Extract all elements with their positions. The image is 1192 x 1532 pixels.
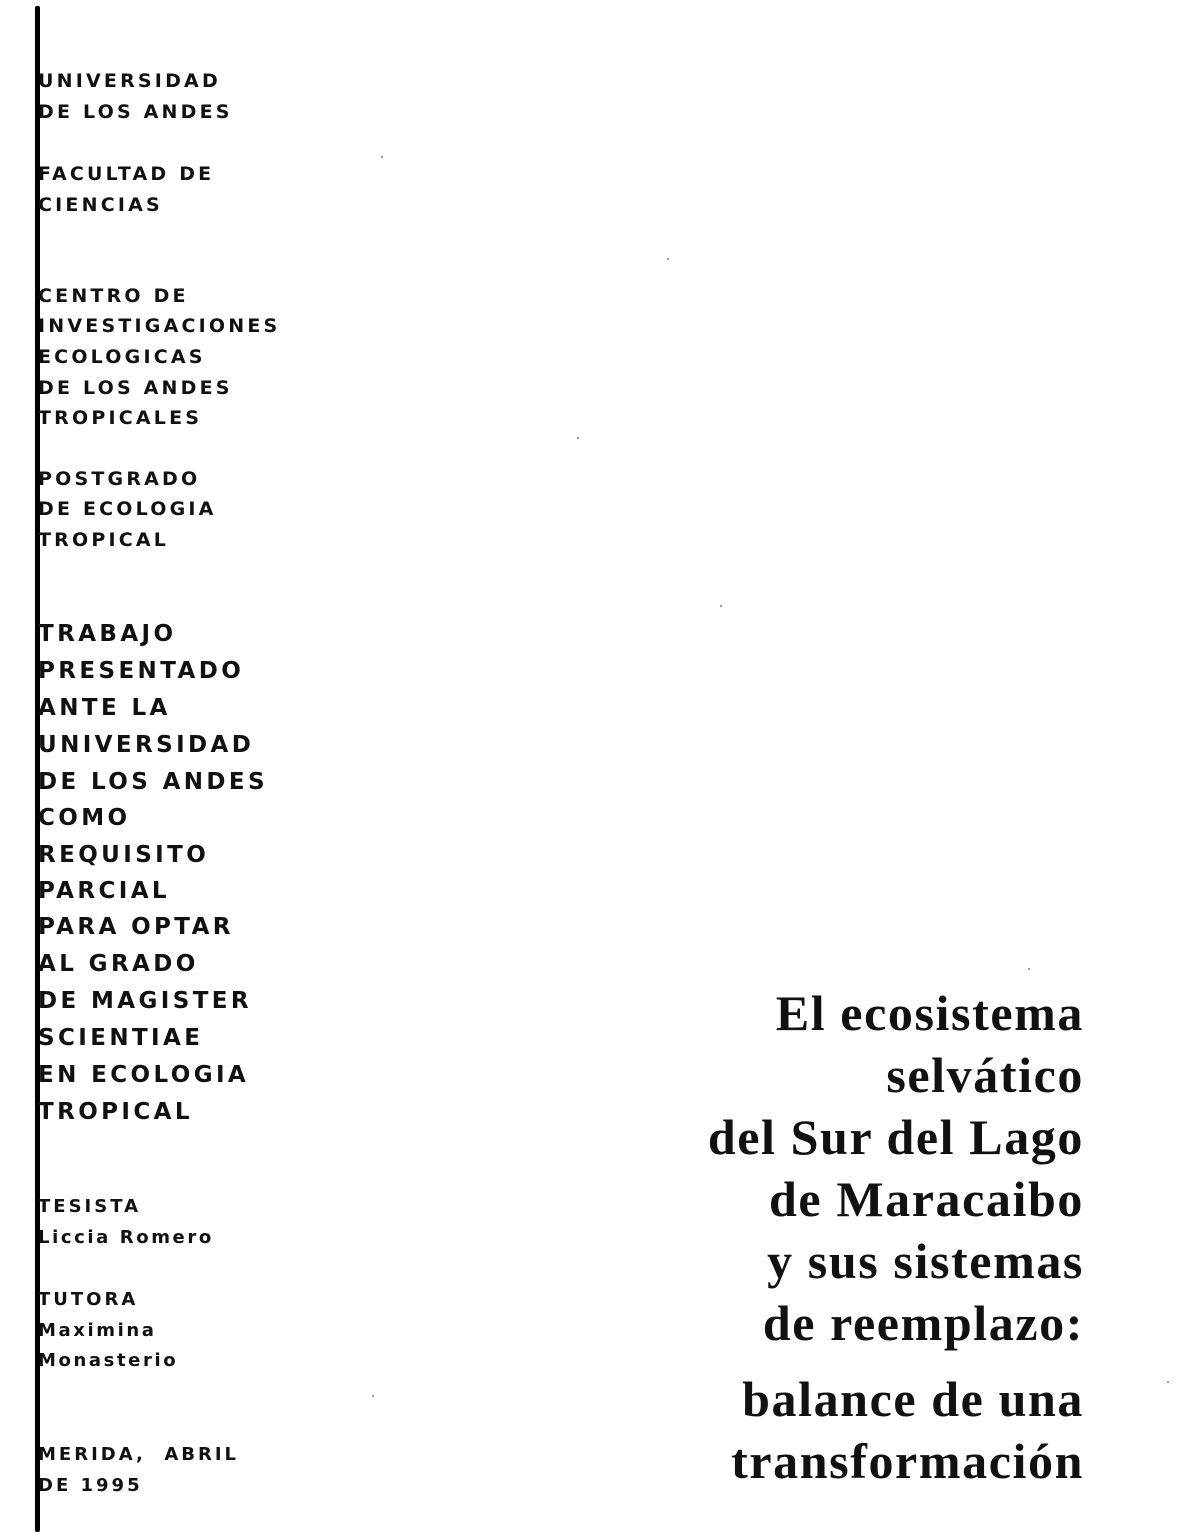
- statement-line-8: PARCIAL: [38, 878, 170, 904]
- scan-speck: [372, 1395, 374, 1397]
- statement-line-2: PRESENTADO: [38, 658, 245, 684]
- center-line-5: TROPICALES: [38, 407, 203, 429]
- postgrado-line-1: POSTGRADO: [38, 468, 201, 490]
- thesis-author-label: TESISTA: [38, 1196, 142, 1217]
- thesis-title: [564, 982, 1084, 1492]
- thesis-author-name: Liccia Romero: [38, 1227, 214, 1248]
- statement-line-14: TROPICAL: [38, 1099, 193, 1125]
- scan-speck: [577, 437, 579, 439]
- center-line-3: ECOLOGICAS: [38, 346, 206, 368]
- statement-line-7: REQUISITO: [38, 842, 210, 868]
- university-line-1: UNIVERSIDAD: [38, 70, 221, 92]
- scan-speck: [381, 156, 383, 158]
- title-line-6: de reemplazo:: [762, 1295, 1084, 1351]
- scan-speck: [1167, 1381, 1169, 1383]
- title-line-1: El ecosistema: [775, 985, 1084, 1041]
- center-line-2: INVESTIGACIONES: [38, 315, 281, 337]
- statement-line-5: DE LOS ANDES: [38, 769, 268, 795]
- scan-speck: [720, 605, 722, 607]
- title-spacer: [564, 1354, 1084, 1368]
- center-line-4: DE LOS ANDES: [38, 377, 233, 399]
- statement-line-3: ANTE LA: [38, 695, 171, 721]
- statement-line-6: COMO: [38, 805, 131, 831]
- statement-line-9: PARA OPTAR: [38, 914, 234, 940]
- postgrado-line-3: TROPICAL: [38, 529, 170, 551]
- title-line-2: selvático: [886, 1047, 1084, 1103]
- statement-line-4: UNIVERSIDAD: [38, 732, 255, 758]
- place-date-line-2: DE 1995: [38, 1475, 143, 1496]
- faculty-line-2: CIENCIAS: [38, 194, 163, 216]
- tutor-label: TUTORA: [38, 1289, 139, 1310]
- title-line-5: y sus sistemas: [767, 1233, 1084, 1289]
- subtitle-line-1: balance de una: [742, 1371, 1084, 1427]
- scan-speck: [1028, 968, 1030, 970]
- university-line-2: DE LOS ANDES: [38, 101, 233, 123]
- faculty-line-1: FACULTAD DE: [38, 163, 215, 185]
- statement-line-12: SCIENTIAE: [38, 1025, 204, 1051]
- title-line-4: de Maracaibo: [769, 1171, 1084, 1227]
- subtitle-line-2: transformación: [731, 1433, 1084, 1489]
- statement-line-1: TRABAJO: [38, 621, 177, 647]
- place-date-line-1: MERIDA, ABRIL: [38, 1444, 240, 1465]
- tutor-name-line-1: Maximina: [38, 1320, 157, 1341]
- statement-line-10: AL GRADO: [38, 951, 199, 977]
- tutor-name-line-2: Monasterio: [38, 1350, 179, 1371]
- center-line-1: CENTRO DE: [38, 285, 189, 307]
- statement-line-11: DE MAGISTER: [38, 988, 253, 1014]
- postgrado-line-2: DE ECOLOGIA: [38, 498, 217, 520]
- scan-speck: [667, 258, 669, 260]
- statement-line-13: EN ECOLOGIA: [38, 1062, 250, 1088]
- title-line-3: del Sur del Lago: [707, 1109, 1084, 1165]
